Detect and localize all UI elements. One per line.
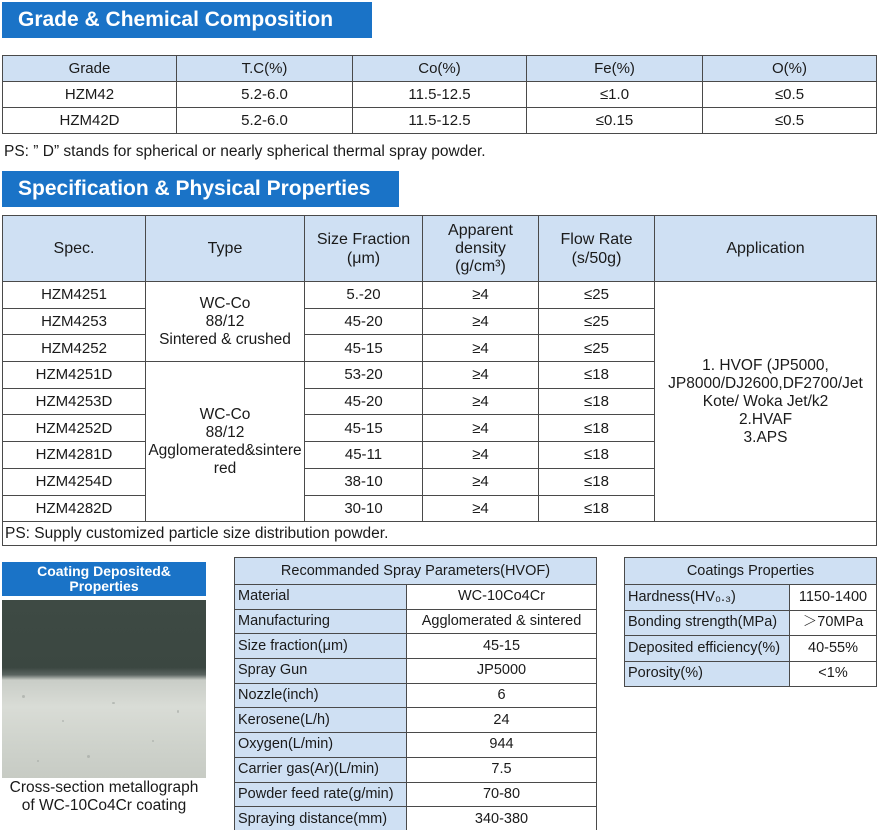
table-cell: HZM42D [3,108,177,134]
coating-title-line: Properties [69,578,139,594]
header-line: (μm) [346,249,381,267]
application-line: 3.APS [743,428,788,446]
table-cell: 5.2-6.0 [177,82,353,108]
table-cell: 5.2-6.0 [177,108,353,134]
spec-cell: HZM4252 [3,335,146,362]
caption-line: of WC-10Co4Cr coating [21,797,187,814]
application-line: JP8000/DJ2600,DF2700/Jet [668,374,863,392]
coatings-properties-table [624,557,877,687]
property-value: <1% [790,661,877,687]
header-size-fraction [305,216,423,282]
size-cell: 45-15 [305,335,423,362]
flow-cell: ≤25 [539,308,655,335]
table-row [235,585,597,610]
table-row [625,636,877,662]
table-row [235,659,597,684]
density-cell: ≥4 [423,362,539,389]
table-row [625,610,877,636]
size-cell: 38-10 [305,468,423,495]
density-cell: ≥4 [423,388,539,415]
param-value: 70-80 [407,782,597,807]
table-row [235,683,597,708]
header-cell: Fe(%) [527,56,703,82]
param-label: Spraying distance(mm) [235,807,407,830]
table-cell: ≤0.5 [703,82,877,108]
density-cell: ≥4 [423,442,539,469]
spec-cell: HZM4282D [3,495,146,522]
table-cell: ≤1.0 [527,82,703,108]
param-value: 24 [407,708,597,733]
header-spec: Spec. [3,216,146,282]
param-value: 7.5 [407,757,597,782]
table-row [235,708,597,733]
table-row [3,282,877,309]
specification-table [2,215,877,546]
table-row [235,782,597,807]
size-cell: 45-15 [305,415,423,442]
section-banner-specification [2,171,399,207]
type-line: WC-Co [199,294,251,312]
param-value: Agglomerated & sintered [407,609,597,634]
param-value: 6 [407,683,597,708]
header-line: density [455,239,506,257]
spec-cell: HZM4252D [3,415,146,442]
table-cell: ≤0.15 [527,108,703,134]
size-cell: 45-20 [305,308,423,335]
application-cell [655,282,877,522]
table-row [235,807,597,830]
property-label: Deposited efficiency(%) [625,636,790,662]
header-type: Type [146,216,305,282]
property-value: 40-55% [790,636,877,662]
header-line: Apparent [448,221,513,239]
metallograph-caption [0,779,208,815]
table-header-row [625,558,877,585]
type-line: 88/12 [205,423,245,441]
param-label: Oxygen(L/min) [235,733,407,758]
coatings-properties-title: Coatings Properties [625,558,877,585]
header-application: Application [655,216,877,282]
header-line: Flow Rate [560,230,633,248]
param-value: WC-10Co4Cr [407,585,597,610]
table-note-row [3,522,877,546]
flow-cell: ≤18 [539,468,655,495]
table-cell: 11.5-12.5 [353,82,527,108]
table-row [235,634,597,659]
table-row [3,108,877,134]
header-line: Size Fraction [316,230,411,248]
application-line: Kote/ Woka Jet/k2 [702,392,829,410]
spec-cell: HZM4253 [3,308,146,335]
table-row [235,757,597,782]
specification-note: PS: Supply customized particle size distribution powder. [3,522,877,546]
param-label: Nozzle(inch) [235,683,407,708]
param-value: 45-15 [407,634,597,659]
table-row [235,609,597,634]
size-cell: 45-11 [305,442,423,469]
property-label: Porosity(%) [625,661,790,687]
property-value: 1150-1400 [790,585,877,611]
param-label: Carrier gas(Ar)(L/min) [235,757,407,782]
spray-parameters-title: Recommanded Spray Parameters(HVOF) [235,558,597,585]
spec-cell: HZM4253D [3,388,146,415]
caption-line: Cross-section metallograph [9,779,199,796]
property-value: ＞70MPa [790,610,877,636]
density-cell: ≥4 [423,495,539,522]
flow-cell: ≤18 [539,362,655,389]
flow-cell: ≤18 [539,388,655,415]
param-label: Kerosene(L/h) [235,708,407,733]
section-title: Grade & Chemical Composition [18,8,334,31]
composition-note: PS: ” D” stands for spherical or nearly spherical thermal spray powder. [4,143,486,160]
table-row [625,661,877,687]
density-cell: ≥4 [423,308,539,335]
table-header-row [3,56,877,82]
flow-cell: ≤18 [539,415,655,442]
type-line: 88/12 [205,312,245,330]
header-density [423,216,539,282]
header-flow-rate [539,216,655,282]
table-header-row [235,558,597,585]
coating-title-line: Coating Deposited& [37,563,171,579]
table-row [625,585,877,611]
flow-cell: ≤18 [539,495,655,522]
size-cell: 53-20 [305,362,423,389]
param-value: JP5000 [407,659,597,684]
density-cell: ≥4 [423,282,539,309]
metallograph-image [2,600,206,778]
spec-cell: HZM4251 [3,282,146,309]
type-sintered-crushed [146,282,305,362]
param-label: Manufacturing [235,609,407,634]
table-header-row [3,216,877,282]
table-row [235,733,597,758]
size-cell: 5.-20 [305,282,423,309]
table-cell: HZM42 [3,82,177,108]
spec-cell: HZM4281D [3,442,146,469]
density-cell: ≥4 [423,415,539,442]
table-cell: 11.5-12.5 [353,108,527,134]
section-banner-coating [2,562,206,596]
composition-table [2,55,877,134]
flow-cell: ≤25 [539,282,655,309]
header-line: (s/50g) [571,249,622,267]
header-cell: Grade [3,56,177,82]
spray-parameters-table [234,557,597,830]
param-label: Powder feed rate(g/min) [235,782,407,807]
size-cell: 45-20 [305,388,423,415]
application-line: 2.HVAF [738,410,793,428]
table-cell: ≤0.5 [703,108,877,134]
spec-cell: HZM4251D [3,362,146,389]
section-banner-composition [2,2,372,38]
type-agglomerated-sintered [146,362,305,522]
param-label: Material [235,585,407,610]
param-label: Size fraction(μm) [235,634,407,659]
header-cell: O(%) [703,56,877,82]
density-cell: ≥4 [423,468,539,495]
param-value: 340-380 [407,807,597,830]
type-line: WC-Co [199,405,251,423]
section-title: Specification & Physical Properties [18,177,371,200]
spec-cell: HZM4254D [3,468,146,495]
size-cell: 30-10 [305,495,423,522]
header-line: (g/cm³) [455,257,506,275]
type-line: Sintered & crushed [159,330,291,348]
type-line: Agglomerated&sintere [148,441,302,459]
flow-cell: ≤25 [539,335,655,362]
param-label: Spray Gun [235,659,407,684]
property-label: Hardness(HV₀.₃) [625,585,790,611]
application-line: 1. HVOF (JP5000, [702,356,829,374]
header-cell: T.C(%) [177,56,353,82]
table-row [3,82,877,108]
flow-cell: ≤18 [539,442,655,469]
type-line: red [213,459,237,477]
density-cell: ≥4 [423,335,539,362]
header-cell: Co(%) [353,56,527,82]
property-label: Bonding strength(MPa) [625,610,790,636]
param-value: 944 [407,733,597,758]
